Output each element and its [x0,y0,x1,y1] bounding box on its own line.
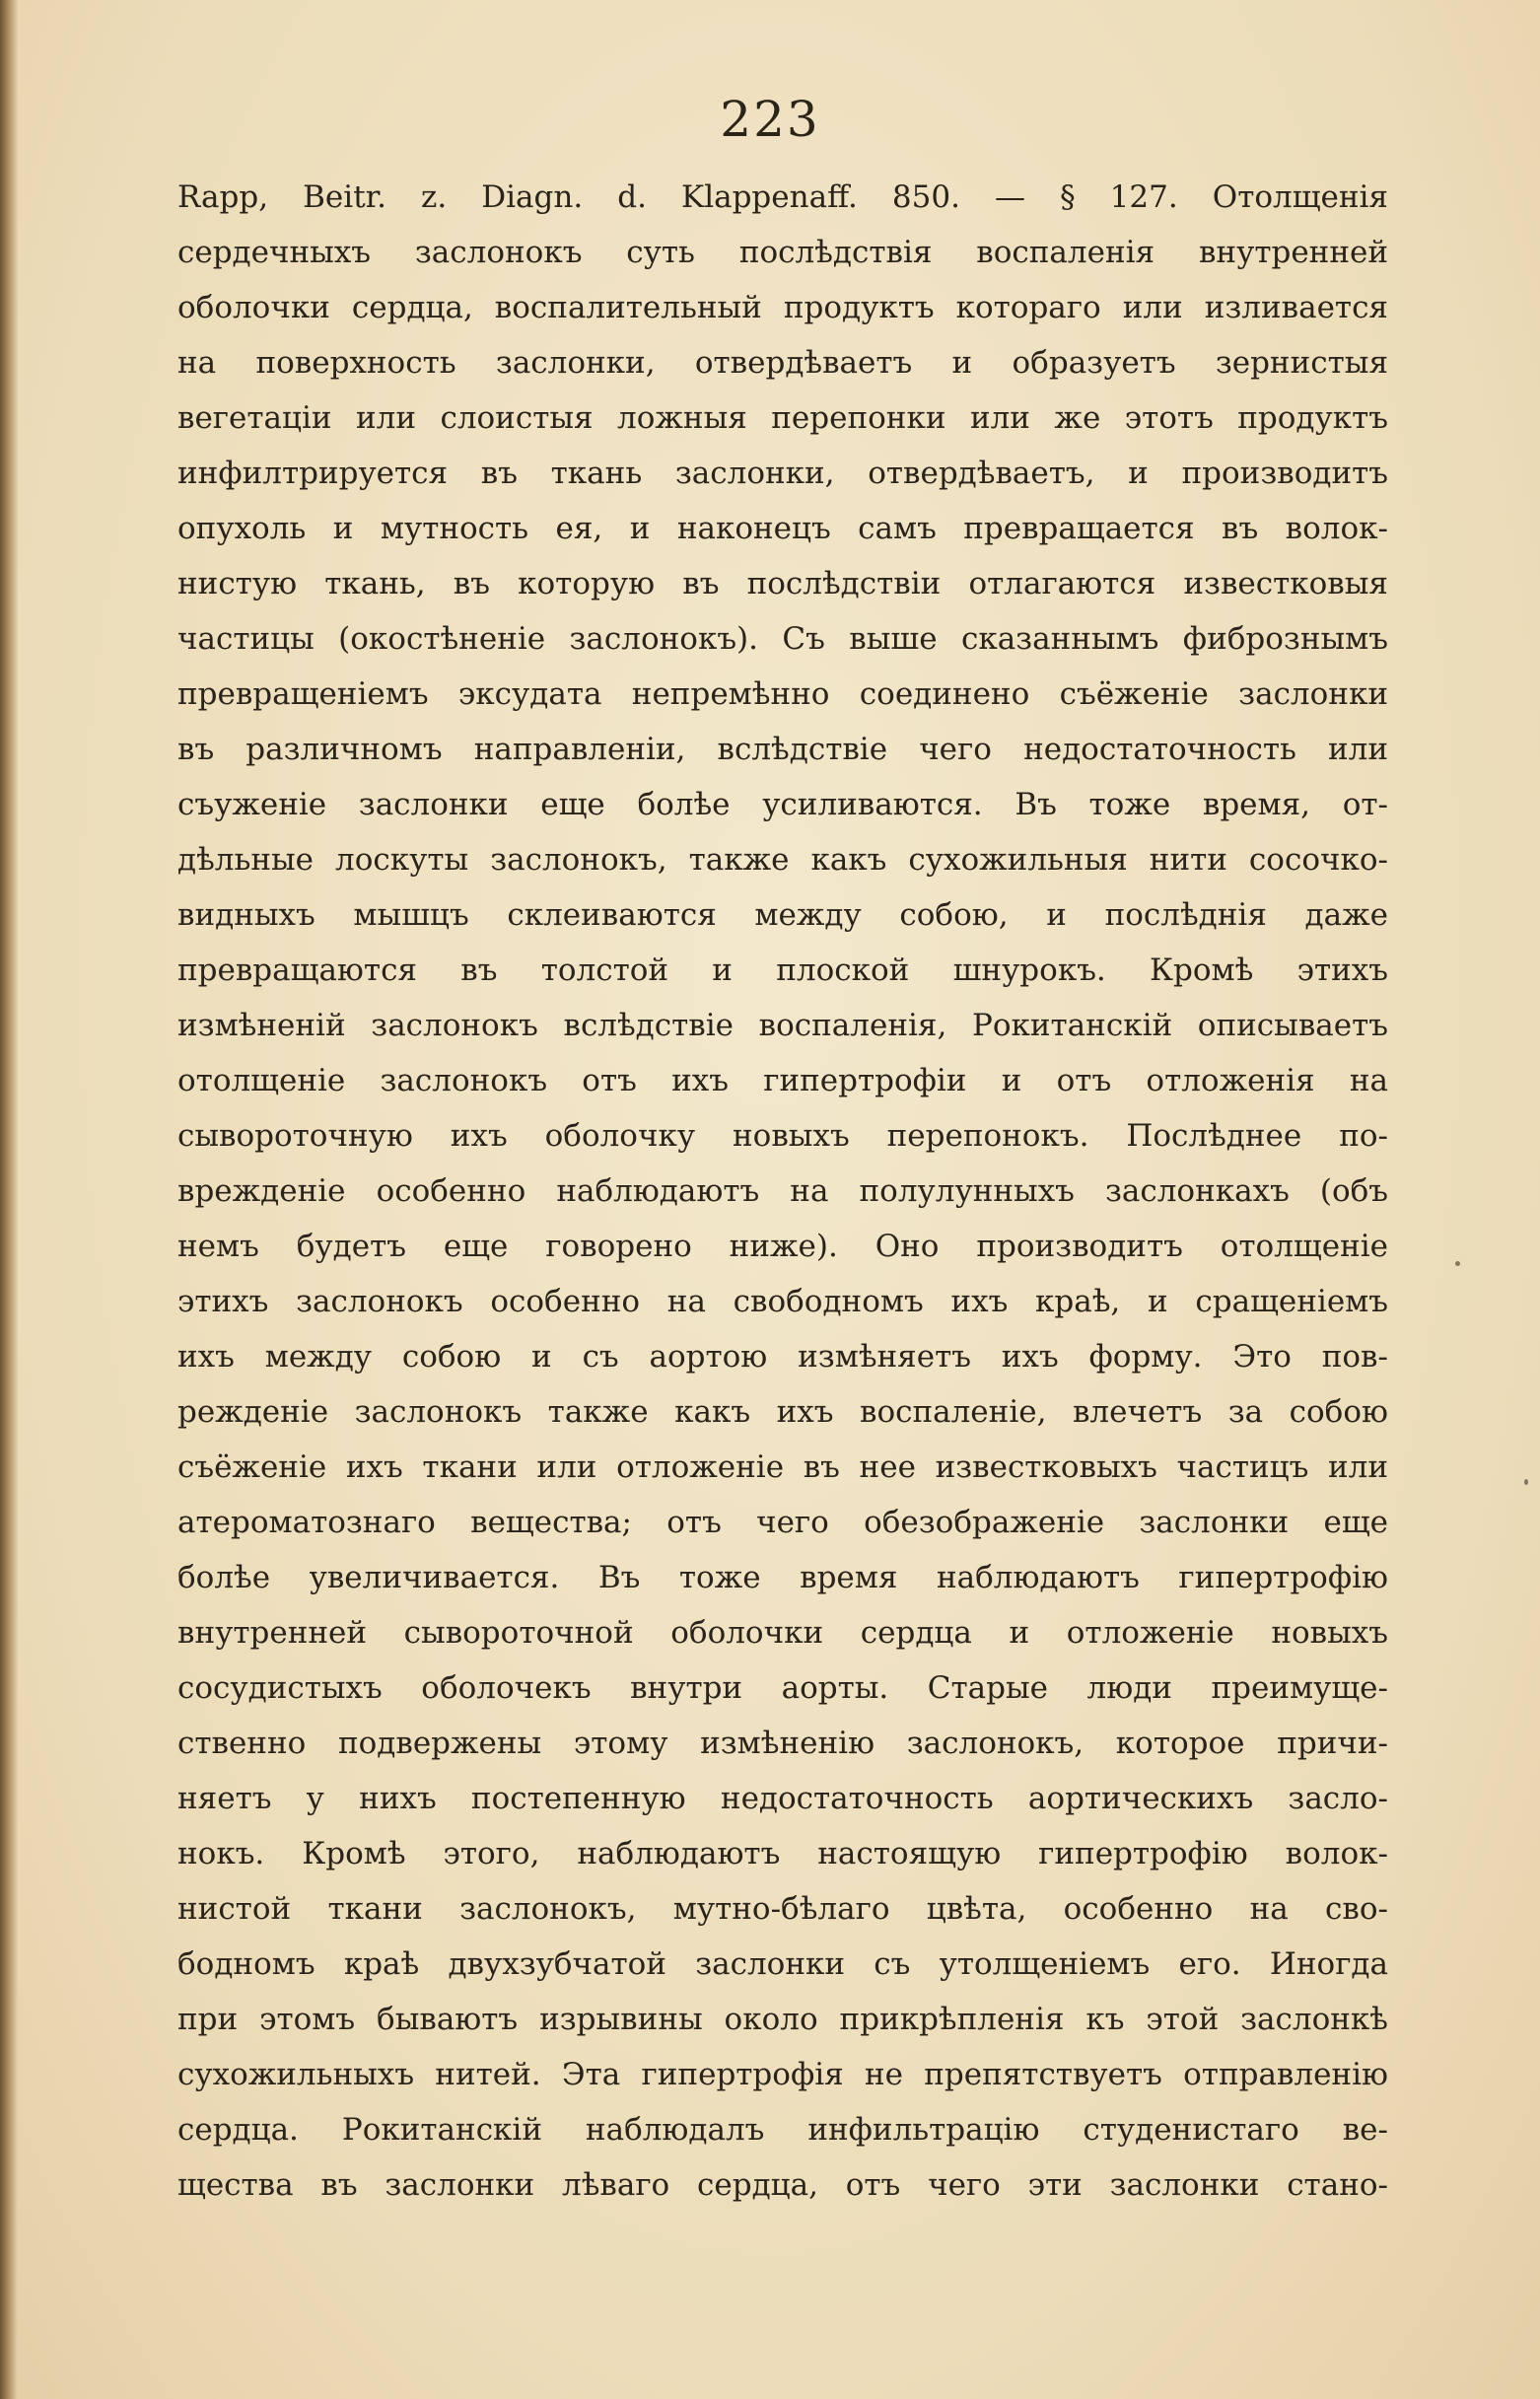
text-line: дѣльные лоскуты заслонокъ, также какъ сухожильныя нити сосочко- [177,842,1388,878]
text-line: нистую ткань, въ которую въ послѣдствіи отлагаются известковыя [177,566,1388,601]
text-line: бодномъ краѣ двухзубчатой заслонки съ утолщеніемъ его. Иногда [177,1946,1388,1982]
text-line: щества въ заслонки лѣваго сердца, отъ чего эти заслонки стано- [177,2167,1388,2203]
text-line: инфилтрируется въ ткань заслонки, отвердѣваетъ, и производитъ [177,456,1388,491]
text-line: оболочки сердца, воспалительный продуктъ котораго или изливается [177,290,1388,325]
text-line: вегетаціи или слоистыя ложныя перепонки или же этотъ продуктъ [177,400,1388,436]
text-line: болѣе увеличивается. Въ тоже время наблюдаютъ гипертрофію [177,1560,1388,1595]
text-line: ихъ между собою и съ аортою измѣняетъ ихъ форму. Это пов- [177,1339,1388,1375]
text-line: сухожильныхъ нитей. Эта гипертрофія не препятствуетъ отправленію [177,2057,1388,2092]
text-line: сердца. Рокитанскій наблюдалъ инфильтрацію студенистаго ве- [177,2112,1388,2148]
text-line: режденіе заслонокъ также какъ ихъ воспаленіе, влечетъ за собою [177,1394,1388,1430]
body-text [177,170,1388,2213]
text-line: сердечныхъ заслонокъ суть послѣдствія воспаленія внутренней [177,235,1388,270]
text-line: превращеніемъ эксудата непремѣнно соединено съёженіе заслонки [177,676,1388,712]
text-line: нистой ткани заслонокъ, мутно-бѣлаго цвѣта, особенно на сво- [177,1891,1388,1927]
ink-speck [1524,1479,1528,1485]
text-line: съёженіе ихъ ткани или отложеніе въ нее известковыхъ частицъ или [177,1449,1388,1485]
page-number: 223 [720,91,820,148]
text-line: ственно подвержены этому измѣненію заслонокъ, которое причи- [177,1726,1388,1761]
text-line: въ различномъ направленіи, вслѣдствіе чего недостаточность или [177,732,1388,767]
text-line: измѣненій заслонокъ вслѣдствіе воспаленія, Рокитанскій описываетъ [177,1008,1388,1043]
text-line: при этомъ бываютъ изрывины около прикрѣпленія къ этой заслонкѣ [177,2002,1388,2037]
text-line: няетъ у нихъ постепенную недостаточность аортическихъ засло- [177,1781,1388,1816]
text-line: на поверхность заслонки, отвердѣваетъ и образуетъ зернистыя [177,345,1388,381]
text-line: частицы (окостѣненіе заслонокъ). Съ выше сказаннымъ фибрознымъ [177,621,1388,657]
text-line: отолщеніе заслонокъ отъ ихъ гипертрофіи и отъ отложенія на [177,1063,1388,1098]
text-line: Rapp, Beitr. z. Diagn. d. Klappenaff. 850. — § 127. Отолщенія [177,179,1388,215]
text-line: атероматознаго вещества; отъ чего обезображеніе заслонки еще [177,1505,1388,1540]
text-line: внутренней сывороточной оболочки сердца и отложеніе новыхъ [177,1615,1388,1651]
text-line: превращаются въ толстой и плоской шнурокъ. Кромѣ этихъ [177,953,1388,988]
ink-speck [1455,1261,1460,1266]
page-binding-edge [0,0,18,2399]
text-line: опухоль и мутность ея, и наконецъ самъ превращается въ волок- [177,511,1388,546]
text-line: сывороточную ихъ оболочку новыхъ перепонокъ. Послѣднее по- [177,1118,1388,1154]
text-line: съуженіе заслонки еще болѣе усиливаются. Въ тоже время, от- [177,787,1388,822]
text-line: этихъ заслонокъ особенно на свободномъ ихъ краѣ, и сращеніемъ [177,1284,1388,1319]
text-line: врежденіе особенно наблюдаютъ на полулунныхъ заслонкахъ (объ [177,1173,1388,1209]
text-line: видныхъ мышцъ склеиваются между собою, и послѣднія даже [177,897,1388,933]
text-line: сосудистыхъ оболочекъ внутри аорты. Старые люди преимуще- [177,1670,1388,1706]
text-line: нокъ. Кромѣ этого, наблюдаютъ настоящую гипертрофію волок- [177,1836,1388,1871]
text-line: немъ будетъ еще говорено ниже). Оно производитъ отолщеніе [177,1229,1388,1264]
